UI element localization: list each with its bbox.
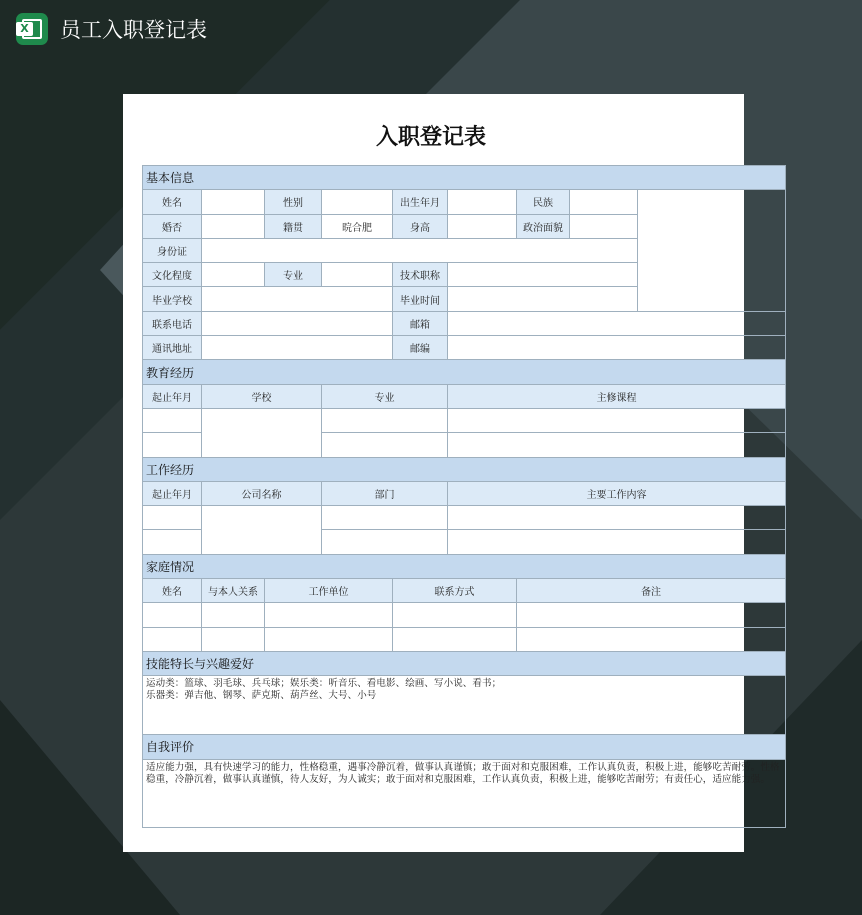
section-skills: 技能特长与兴趣爱好: [143, 651, 786, 675]
field-marital[interactable]: [202, 214, 265, 238]
label-name: 姓名: [143, 190, 202, 214]
field-id[interactable]: [202, 238, 638, 262]
section-work: 工作经历: [143, 457, 786, 481]
work-cell[interactable]: [143, 530, 202, 554]
field-email[interactable]: [448, 311, 786, 335]
field-ethnic[interactable]: [570, 190, 638, 214]
label-grad-time: 毕业时间: [393, 287, 448, 311]
family-cell[interactable]: [202, 627, 265, 651]
edu-header-major: 专业: [322, 384, 448, 408]
edu-cell[interactable]: [448, 408, 786, 432]
edu-cell[interactable]: [322, 433, 448, 457]
work-cell[interactable]: [448, 506, 786, 530]
field-zip[interactable]: [448, 336, 786, 360]
work-header-dept: 部门: [322, 481, 448, 505]
family-cell[interactable]: [265, 627, 393, 651]
app-header: [16, 12, 207, 46]
family-header-remark: 备注: [517, 579, 786, 603]
edu-cell[interactable]: [448, 433, 786, 457]
section-family: 家庭情况: [143, 554, 786, 578]
label-email: 邮箱: [393, 311, 448, 335]
label-marital: 婚否: [143, 214, 202, 238]
section-education: 教育经历: [143, 360, 786, 384]
label-address: 通讯地址: [143, 336, 202, 360]
field-political[interactable]: [570, 214, 638, 238]
field-school[interactable]: [202, 287, 393, 311]
family-cell[interactable]: [393, 627, 517, 651]
work-header-duties: 主要工作内容: [448, 481, 786, 505]
label-ethnic: 民族: [517, 190, 570, 214]
section-basic-info: 基本信息: [143, 166, 786, 190]
field-phone[interactable]: [202, 311, 393, 335]
document-title: 入职登记表: [375, 124, 486, 150]
registration-form: [142, 165, 786, 828]
self-evaluation-text[interactable]: 适应能力强，具有快速学习的能力，性格稳重，遇事冷静沉着，做事认真谨慎；敢于面对和克服困难，工作认真负责，积极上进，能够吃苦耐劳。性格稳重，冷静沉着，做事认真谨慎，待人友好，为人诚实；敢于面对和克服困难，工作认真负责，积极上进，能够吃苦耐劳；有责任心，适应能力强。: [143, 759, 786, 827]
edu-cell[interactable]: [143, 408, 202, 432]
field-education[interactable]: [202, 263, 265, 287]
field-major[interactable]: [322, 263, 393, 287]
excel-icon: X: [16, 13, 48, 45]
edu-header-school: 学校: [202, 384, 322, 408]
label-height: 身高: [393, 214, 448, 238]
family-cell[interactable]: [143, 627, 202, 651]
work-cell[interactable]: [448, 530, 786, 554]
family-cell[interactable]: [517, 627, 786, 651]
work-cell[interactable]: [143, 506, 202, 530]
label-education: 文化程度: [143, 263, 202, 287]
label-tech-title: 技术职称: [393, 263, 448, 287]
label-native: 籍贯: [265, 214, 322, 238]
skills-line-1: 运动类：篮球、羽毛球、兵乓球；娱乐类：听音乐、看电影、绘画、写小说、看书；: [146, 678, 502, 690]
work-cell[interactable]: [202, 506, 322, 555]
family-cell[interactable]: [517, 603, 786, 627]
edu-header-period: 起止年月: [143, 384, 202, 408]
label-school: 毕业学校: [143, 287, 202, 311]
label-gender: 性别: [265, 190, 322, 214]
family-cell[interactable]: [393, 603, 517, 627]
skills-line-2: 乐器类：弹吉他、钢琴、萨克斯、葫芦丝、大号、小号: [146, 690, 377, 702]
field-name[interactable]: [202, 190, 265, 214]
field-grad-time[interactable]: [448, 287, 638, 311]
edu-cell[interactable]: [143, 433, 202, 457]
work-cell[interactable]: [322, 506, 448, 530]
work-header-company: 公司名称: [202, 481, 322, 505]
skills-text[interactable]: [143, 676, 786, 735]
family-header-employer: 工作单位: [265, 579, 393, 603]
app-title: 员工入职登记表: [60, 18, 207, 42]
family-header-contact: 联系方式: [393, 579, 517, 603]
work-cell[interactable]: [322, 530, 448, 554]
family-header-name: 姓名: [143, 579, 202, 603]
family-header-relation: 与本人关系: [202, 579, 265, 603]
section-self-evaluation: 自我评价: [143, 735, 786, 759]
family-cell[interactable]: [143, 603, 202, 627]
field-birth[interactable]: [448, 190, 517, 214]
edu-cell[interactable]: [322, 408, 448, 432]
field-height[interactable]: [448, 214, 517, 238]
work-header-period: 起止年月: [143, 481, 202, 505]
label-phone: 联系电话: [143, 311, 202, 335]
label-political: 政治面貌: [517, 214, 570, 238]
field-gender[interactable]: [322, 190, 393, 214]
field-tech-title[interactable]: [448, 263, 638, 287]
edu-header-courses: 主修课程: [448, 384, 786, 408]
photo-area[interactable]: [638, 190, 786, 311]
field-native[interactable]: 晥合肥: [322, 214, 393, 238]
family-cell[interactable]: [202, 603, 265, 627]
label-zip: 邮编: [393, 336, 448, 360]
label-major: 专业: [265, 263, 322, 287]
label-birth: 出生年月: [393, 190, 448, 214]
field-address[interactable]: [202, 336, 393, 360]
family-cell[interactable]: [265, 603, 393, 627]
label-id: 身份证: [143, 238, 202, 262]
edu-cell[interactable]: [202, 408, 322, 457]
